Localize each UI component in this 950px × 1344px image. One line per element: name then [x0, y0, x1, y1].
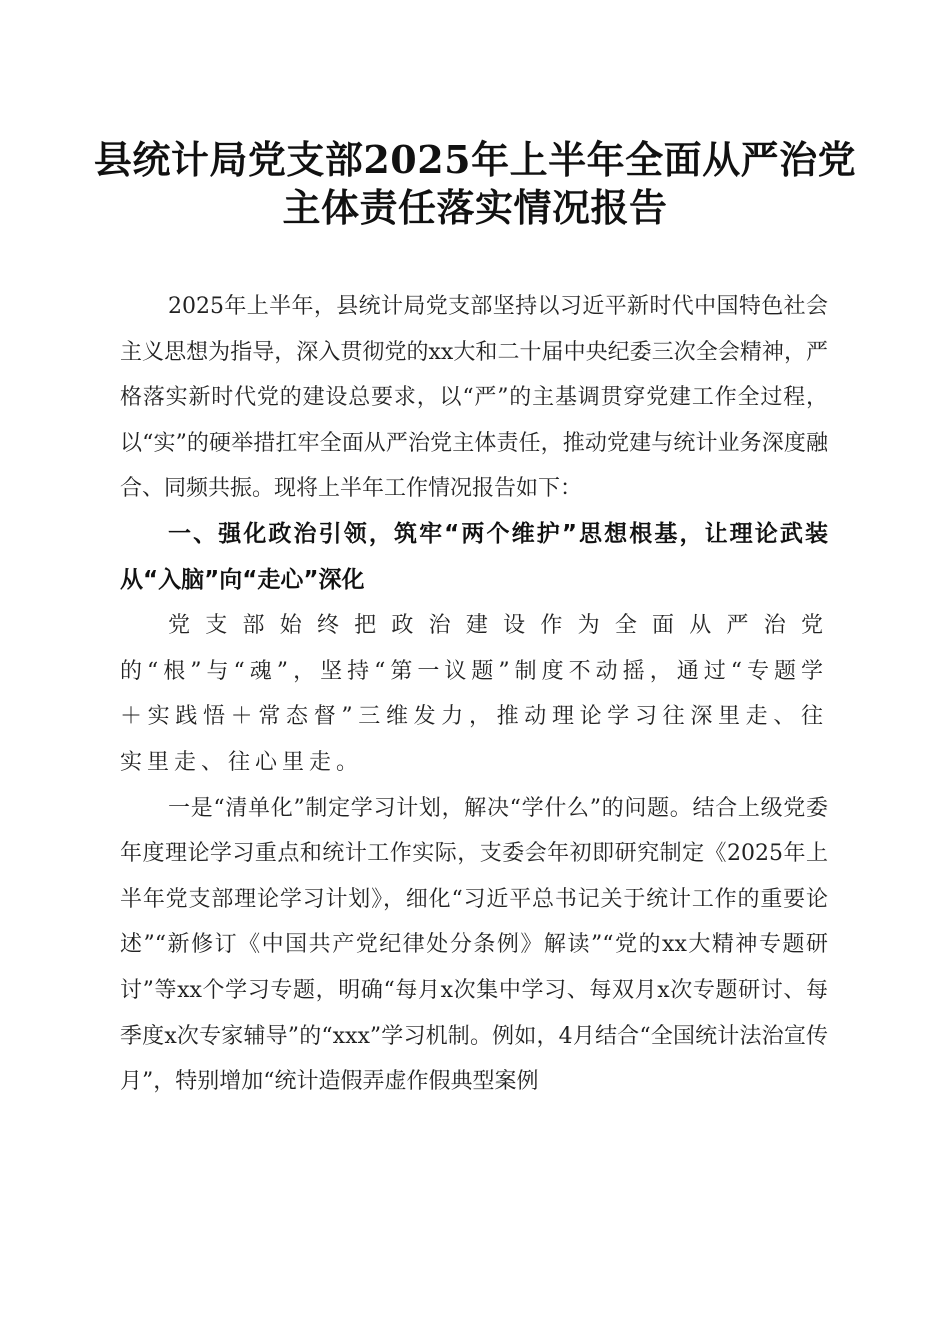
point-1-paragraph: [120, 786, 828, 1105]
section-1-heading: 一、强化政治引领，筑牢“两个维护”思想根基，让理论武装从“入脑”向“走心”深化: [120, 520, 828, 593]
document-title: [0, 136, 950, 232]
title-line-2: 主体责任落实情况报告: [282, 185, 668, 230]
section-1-paragraph: 党支部始终把政治建设作为全面从严治党的“根”与“魂”，坚持“第一议题”制度不动摇，通过“专题学＋实践悟＋常态督”三维发力，推动理论学习往深里走、往实里走、往心里走。: [120, 613, 828, 775]
point-1-lead: 一是“清单化”制定学习计划，解决“学什么”的问题。: [168, 795, 693, 821]
intro-paragraph: 2025年上半年，县统计局党支部坚持以习近平新时代中国特色社会主义思想为指导，深入贯彻党的xx大和二十届中央纪委三次全会精神，严格落实新时代党的建设总要求，以“严”的主基调贯穿党建工作全过程，以“实”的硬举措扛牢全面从严治党主体责任，推动党建与统计业务深度融合、同频共振。现将上半年工作情况报告如下：: [120, 294, 828, 502]
document-body: [120, 284, 828, 1105]
point-1-body: 结合上级党委年度理论学习重点和统计工作实际，支委会年初即研究制定《2025年上半年党支部理论学习计划》，细化“习近平总书记关于统计工作的重要论述”“新修订《中国共产党纪律处分条例》解读”“党的xx大精神专题研讨”等xx个学习专题，明确“每月x次集中学习、每双月x次专题研讨、每季度x次专家辅导”的“xxx”学习机制。例如，4月结合“全国统计法治宣传月”，特别增加“统计造假弄虚作假典型案例: [120, 795, 828, 1095]
title-line-1: 县统计局党支部2025年上半年全面从严治党: [93, 137, 857, 182]
